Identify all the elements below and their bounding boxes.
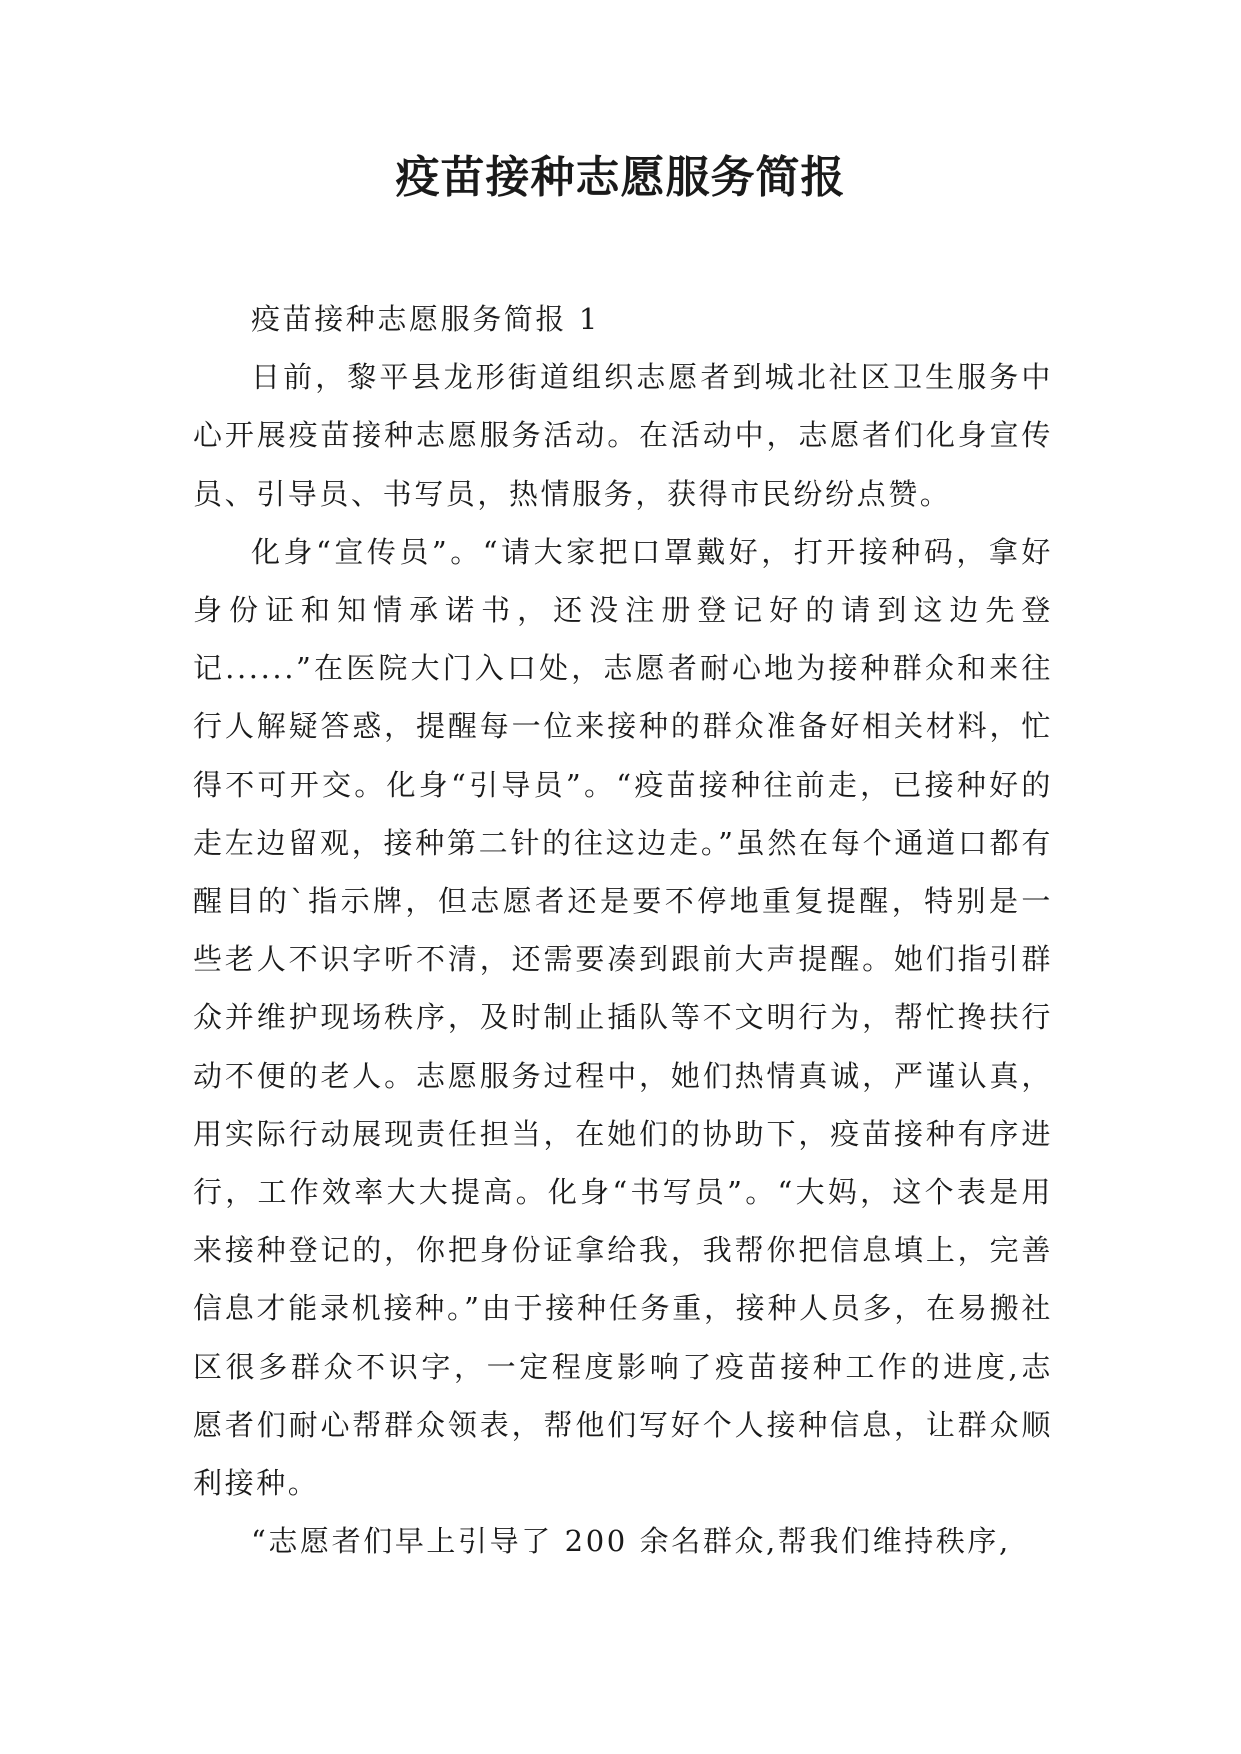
paragraph-quote: “志愿者们早上引导了 200 余名群众,帮我们维持秩序, [251, 1524, 1011, 1559]
document-body [193, 290, 1053, 1570]
paragraph-main: 化身“宣传员”。“请大家把口罩戴好，打开接种码，拿好身份证和知情承诺书，还没注册登记好的请到这边先登记......”在医院大门入口处，志愿者耐心地为接种群众和来往行人解疑答惑，提醒每一位来接种的群众准备好相关材料，忙得不可开交。化身“引导员”。“疫苗接种往前走，已接种好的走左边留观，接种第二针的往这边走。”虽然在每个通道口都有醒目的`指示牌，但志愿者还是要不停地重复提醒，特别是一些老人不识字听不清，还需要凑到跟前大声提醒。她们指引群众并维护现场秩序，及时制止插队等不文明行为，帮忙搀扶行动不便的老人。志愿服务过程中，她们热情真诚，严谨认真，用实际行动展现责任担当，在她们的协助下，疫苗接种有序进行，工作效率大大提高。化身“书写员”。“大妈，这个表是用来接种登记的，你把身份证拿给我，我帮你把信息填上，完善信息才能录机接种。”由于接种任务重，接种人员多，在易搬社区很多群众不识字，一定程度影响了疫苗接种工作的进度,志愿者们耐心帮群众领表，帮他们写好个人接种信息，让群众顺利接种。 [193, 534, 1053, 1501]
paragraph-subtitle: 疫苗接种志愿服务简报 1 [251, 302, 600, 336]
paragraph-intro: 日前，黎平县龙形街道组织志愿者到城北社区卫生服务中心开展疫苗接种志愿服务活动。在活动中，志愿者们化身宣传员、引导员、书写员，热情服务，获得市民纷纷点赞。 [193, 360, 1053, 511]
document-title: 疫苗接种志愿服务简报 [395, 152, 846, 203]
